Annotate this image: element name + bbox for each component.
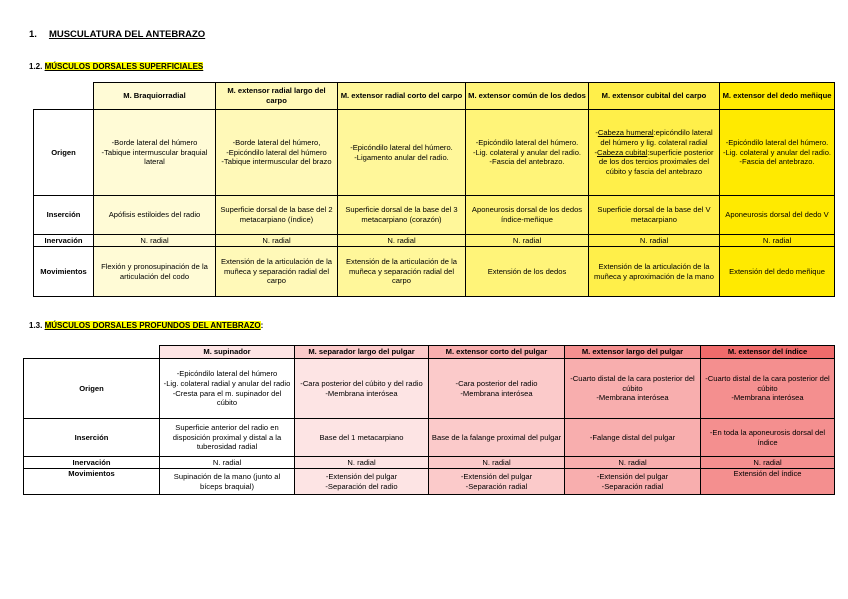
origen-cell: -Epicóndilo lateral del húmero -Lig. colateral radial y anular del radio -Cresta para el m. supinador del cúbito <box>160 359 295 419</box>
insercion-cell: Superficie dorsal de la base del 2 metacarpiano (índice) <box>216 196 338 235</box>
inervacion-cell: N. radial <box>338 235 466 247</box>
row-header-movimientos: Movimientos <box>34 247 94 297</box>
insercion-cell: Apófisis estiloides del radio <box>94 196 216 235</box>
origen-cell: -Cabeza humeral:epicóndilo lateral del húmero y lig. colateral radial -Cabeza cubital:superficie posterior de los dos tercios proximales del cúbito y fascia del antebrazo <box>589 110 720 196</box>
heading-number: 1. <box>29 29 37 40</box>
origen-cell: -Epicóndilo lateral del húmero. -Lig. colateral y anular del radio. -Fascia del antebrazo. <box>720 110 835 196</box>
inervacion-cell: N. radial <box>295 457 429 469</box>
column-header: M. extensor del dedo meñique <box>720 83 835 110</box>
column-header: M. extensor común de los dedos <box>466 83 589 110</box>
origen-cell: -Cuarto distal de la cara posterior del cúbito -Membrana interósea <box>701 359 835 419</box>
column-header: M. separador largo del pulgar <box>295 346 429 359</box>
section-2-title <box>29 321 263 330</box>
inervacion-cell: N. radial <box>701 457 835 469</box>
insercion-cell: Base de la falange proximal del pulgar <box>429 419 565 457</box>
section-1-title <box>29 62 203 71</box>
row-header-insercion: Inserción <box>24 419 160 457</box>
origen-cell: -Borde lateral del húmero -Tabique intermuscular braquial lateral <box>94 110 216 196</box>
column-header: M. extensor largo del pulgar <box>565 346 701 359</box>
row-header-insercion: Inserción <box>34 196 94 235</box>
movimientos-cell: -Extensión del pulgar -Separación radial <box>565 469 701 495</box>
column-header: M. Braquiorradial <box>94 83 216 110</box>
inervacion-cell: N. radial <box>160 457 295 469</box>
row-header-origen: Origen <box>24 359 160 419</box>
origen-cell: -Borde lateral del húmero, -Epicóndilo lateral del húmero -Tabique intermuscular del brazo <box>216 110 338 196</box>
movimientos-cell: Supinación de la mano (junto al bíceps braquial) <box>160 469 295 495</box>
table-corner <box>24 346 160 359</box>
section-1-title-text: MÚSCULOS DORSALES SUPERFICIALES <box>44 62 204 71</box>
origen-cell: -Epicóndilo lateral del húmero. -Lig. colateral y anular del radio. -Fascia del antebrazo. <box>466 110 589 196</box>
inervacion-cell: N. radial <box>565 457 701 469</box>
movimientos-cell: -Extensión del pulgar -Separación radial <box>429 469 565 495</box>
insercion-cell: -Falange distal del pulgar <box>565 419 701 457</box>
column-header: M. extensor corto del pulgar <box>429 346 565 359</box>
column-header: M. extensor radial corto del carpo <box>338 83 466 110</box>
movimientos-cell: Extensión del dedo meñique <box>720 247 835 297</box>
heading-text: MUSCULATURA DEL ANTEBRAZO <box>48 29 206 40</box>
inervacion-cell: N. radial <box>589 235 720 247</box>
insercion-cell: Base del 1 metacarpiano <box>295 419 429 457</box>
movimientos-cell: Extensión del índice <box>701 469 835 495</box>
origen-cell: -Cara posterior del radio -Membrana interósea <box>429 359 565 419</box>
superficial-muscles-table <box>33 82 835 297</box>
row-header-inervacion: Inervación <box>24 457 160 469</box>
inervacion-cell: N. radial <box>94 235 216 247</box>
inervacion-cell: N. radial <box>429 457 565 469</box>
column-header: M. supinador <box>160 346 295 359</box>
column-header: M. extensor cubital del carpo <box>589 83 720 110</box>
movimientos-cell: Flexión y pronosupinación de la articulación del codo <box>94 247 216 297</box>
inervacion-cell: N. radial <box>720 235 835 247</box>
movimientos-cell: Extensión de la articulación de la muñeca y separación radial del carpo <box>338 247 466 297</box>
origen-cell: -Cuarto distal de la cara posterior del cúbito -Membrana interósea <box>565 359 701 419</box>
section-2-number: 1.3. <box>29 321 43 330</box>
inervacion-cell: N. radial <box>216 235 338 247</box>
row-header-inervacion: Inervación <box>34 235 94 247</box>
movimientos-cell: Extensión de los dedos <box>466 247 589 297</box>
document-heading <box>29 29 205 40</box>
table-corner <box>34 83 94 110</box>
movimientos-cell: Extensión de la articulación de la muñeca y aproximación de la mano <box>589 247 720 297</box>
column-header: M. extensor radial largo del carpo <box>216 83 338 110</box>
movimientos-cell: Extensión de la articulación de la muñeca y separación radial del carpo <box>216 247 338 297</box>
movimientos-cell: -Extensión del pulgar -Separación del radio <box>295 469 429 495</box>
inervacion-cell: N. radial <box>466 235 589 247</box>
column-header: M. extensor del índice <box>701 346 835 359</box>
section-1-number: 1.2. <box>29 62 43 71</box>
insercion-cell: Aponeurosis dorsal del dedo V <box>720 196 835 235</box>
origen-cell: -Epicóndilo lateral del húmero. -Ligamento anular del radio. <box>338 110 466 196</box>
deep-muscles-table <box>23 345 835 495</box>
insercion-cell: Superficie dorsal de la base del V metacarpiano <box>589 196 720 235</box>
row-header-origen: Origen <box>34 110 94 196</box>
origen-cell: -Cara posterior del cúbito y del radio -Membrana interósea <box>295 359 429 419</box>
insercion-cell: Superficie anterior del radio en disposición proximal y distal a la tuberosidad radial <box>160 419 295 457</box>
section-2-title-text: MÚSCULOS DORSALES PROFUNDOS DEL ANTEBRAZO <box>44 321 261 330</box>
insercion-cell: Superficie dorsal de la base del 3 metacarpiano (corazón) <box>338 196 466 235</box>
insercion-cell: Aponeurosis dorsal de los dedos índice-meñique <box>466 196 589 235</box>
section-2-title-suffix: : <box>260 321 264 330</box>
row-header-movimientos: Movimientos <box>24 469 160 495</box>
insercion-cell: -En toda la aponeurosis dorsal del índice <box>701 419 835 457</box>
